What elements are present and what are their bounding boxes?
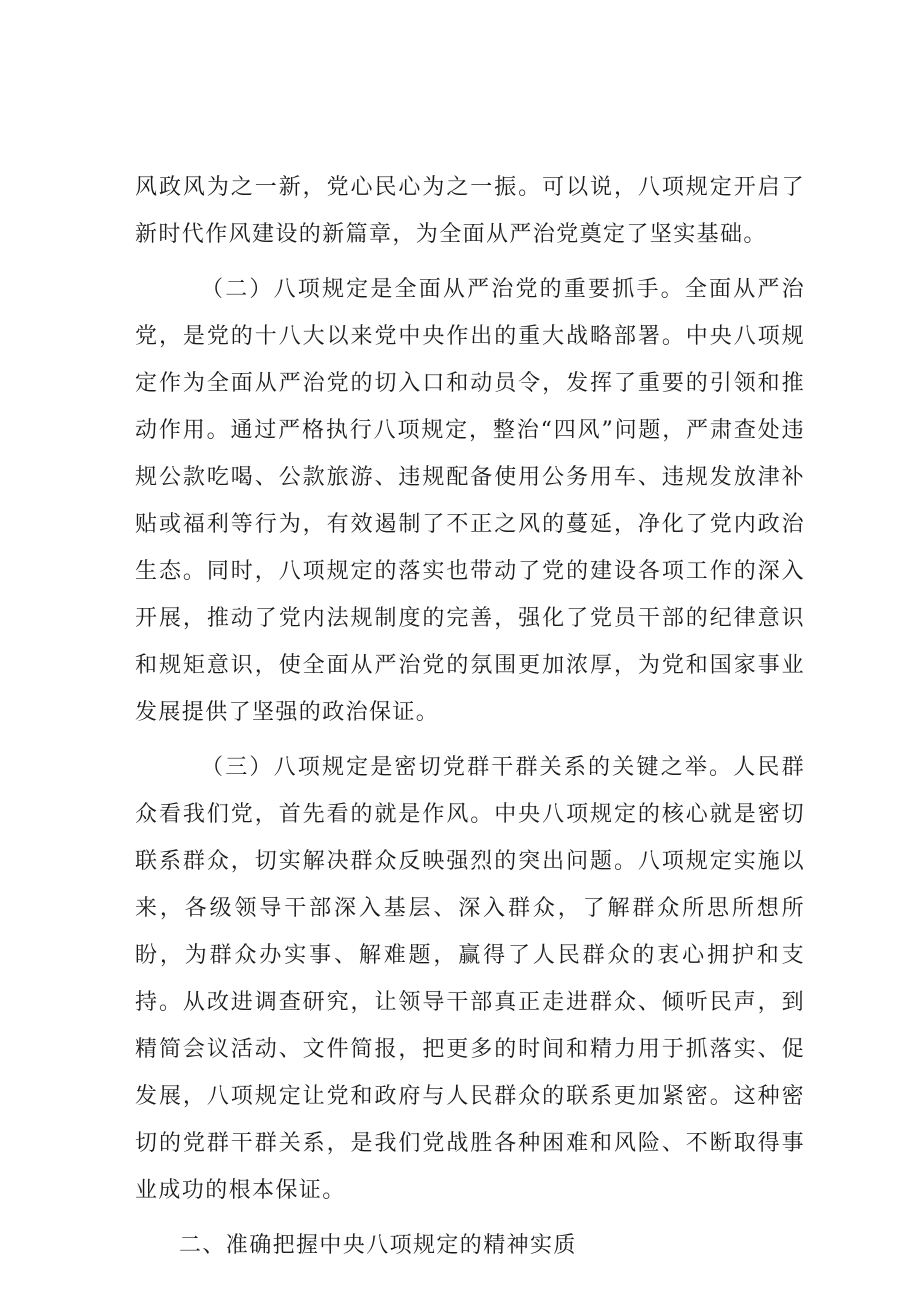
paragraph-point-three: （三）八项规定是密切党群干群关系的关键之举。人民群众看我们党，首先看的就是作风。中央八项规定的核心就是密切联系群众，切实解决群众反映强烈的突出问题。八项规定实施以来，各级领导干部深入基层、深入群众，了解群众所思所想所盼，为群众办实事、解难题，赢得了人民群众的衷心拥护和支持。从改进调查研究，让领导干部真正走进群众、倾听民声，到精简会议活动、文件简报，把更多的时间和精力用于抓落实、促发展，八项规定让党和政府与人民群众的联系更加紧密。这种密切的党群干群关系，是我们党战胜各种困难和风险、不断取得事业成功的根本保证。: [135, 755, 805, 1203]
document-body: [135, 164, 805, 1269]
section-heading: 二、准确把握中央八项规定的精神实质: [179, 1233, 577, 1258]
paragraph-point-two: （二）八项规定是全面从严治党的重要抓手。全面从严治党，是党的十八大以来党中央作出的重大战略部署。中央八项规定作为全面从严治党的切入口和动员令，发挥了重要的引领和推动作用。通过严格执行八项规定，整治“四风”问题，严肃查处违规公款吃喝、公款旅游、违规配备使用公务用车、违规发放津补贴或福利等行为，有效遏制了不正之风的蔓延，净化了党内政治生态。同时，八项规定的落实也带动了党的建设各项工作的深入开展，推动了党内法规制度的完善，强化了党员干部的纪律意识和规矩意识，使全面从严治党的氛围更加浓厚，为党和国家事业发展提供了坚强的政治保证。: [135, 277, 805, 725]
paragraph-continuation: 风政风为之一新，党心民心为之一振。可以说，八项规定开启了新时代作风建设的新篇章，为全面从严治党奠定了坚实基础。: [135, 175, 805, 247]
